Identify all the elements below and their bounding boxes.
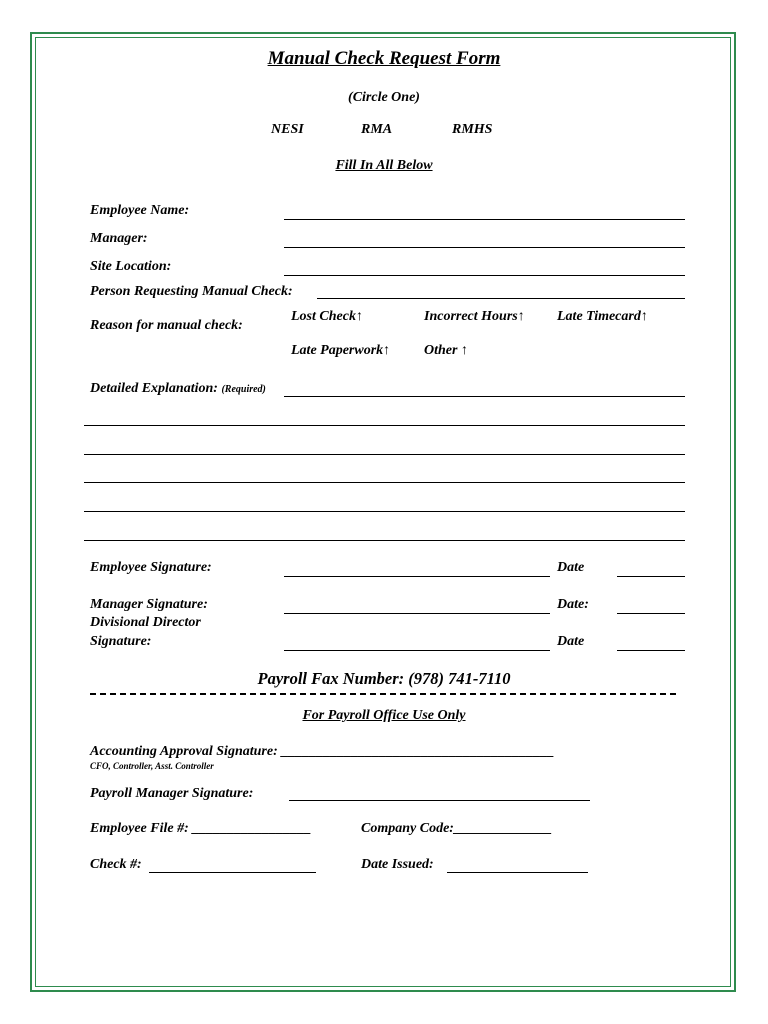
divisional-director-label-line1: Divisional Director [90, 615, 201, 630]
accounting-approval-subtext: CFO, Controller, Asst. Controller [90, 761, 214, 771]
site-location-label: Site Location: [90, 259, 172, 274]
company-code[interactable]: Company Code:______________ [361, 821, 552, 836]
employee-name-label: Employee Name: [90, 203, 190, 218]
site-location-field[interactable] [284, 275, 685, 276]
divisional-date-label: Date [557, 634, 585, 649]
explanation-field-line-4[interactable] [84, 482, 685, 483]
date-issued-label: Date Issued: [361, 857, 434, 872]
payroll-manager-signature-label: Payroll Manager Signature: [90, 786, 254, 801]
detailed-explanation-label [90, 381, 266, 397]
explanation-field-line-1[interactable] [284, 396, 685, 397]
payroll-manager-signature-field[interactable] [289, 800, 590, 801]
payroll-office-heading: For Payroll Office Use Only [302, 708, 466, 723]
payroll-fax-number: Payroll Fax Number: (978) 741-7110 [257, 669, 511, 688]
company-option-nesi[interactable]: NESI [271, 122, 304, 137]
manager-label: Manager: [90, 231, 148, 246]
divisional-director-label-line2: Signature: [90, 634, 152, 649]
explanation-field-line-5[interactable] [84, 511, 685, 512]
check-number-field[interactable] [149, 872, 316, 873]
explanation-field-line-6[interactable] [84, 540, 685, 541]
manager-date-field[interactable] [617, 613, 685, 614]
required-note: (Required) [221, 384, 266, 395]
check-number-label: Check #: [90, 857, 142, 872]
circle-one-instruction: (Circle One) [348, 90, 420, 105]
employee-signature-label: Employee Signature: [90, 560, 212, 575]
company-option-rmhs[interactable]: RMHS [452, 122, 493, 137]
detailed-explanation-text: Detailed Explanation: [90, 381, 218, 396]
date-issued-field[interactable] [447, 872, 588, 873]
manager-signature-label: Manager Signature: [90, 597, 208, 612]
form-title: Manual Check Request Form [267, 48, 501, 69]
divisional-director-signature-field[interactable] [284, 650, 550, 651]
employee-signature-field[interactable] [284, 576, 550, 577]
manager-field[interactable] [284, 247, 685, 248]
reason-other[interactable]: Other ↑ [424, 343, 468, 358]
reason-lost-check[interactable]: Lost Check↑ [291, 309, 363, 324]
divisional-date-field[interactable] [617, 650, 685, 651]
reason-late-paperwork[interactable]: Late Paperwork↑ [291, 343, 391, 358]
person-requesting-label: Person Requesting Manual Check: [90, 284, 293, 299]
dashed-divider [90, 693, 676, 695]
explanation-field-line-2[interactable] [84, 425, 685, 426]
employee-file-number[interactable]: Employee File #: _________________ [90, 821, 312, 836]
page-border-inner [35, 37, 731, 987]
accounting-approval-signature[interactable]: Accounting Approval Signature: _______________________________________ [90, 744, 555, 759]
employee-date-field[interactable] [617, 576, 685, 577]
reason-late-timecard[interactable]: Late Timecard↑ [557, 309, 648, 324]
fill-in-instruction: Fill In All Below [335, 158, 433, 173]
company-option-rma[interactable]: RMA [361, 122, 393, 137]
explanation-field-line-3[interactable] [84, 454, 685, 455]
reason-incorrect-hours[interactable]: Incorrect Hours↑ [424, 309, 525, 324]
employee-date-label: Date [557, 560, 585, 575]
person-requesting-field[interactable] [317, 298, 685, 299]
manager-signature-field[interactable] [284, 613, 550, 614]
reason-label: Reason for manual check: [90, 318, 243, 333]
employee-name-field[interactable] [284, 219, 685, 220]
manager-date-label: Date: [557, 597, 589, 612]
